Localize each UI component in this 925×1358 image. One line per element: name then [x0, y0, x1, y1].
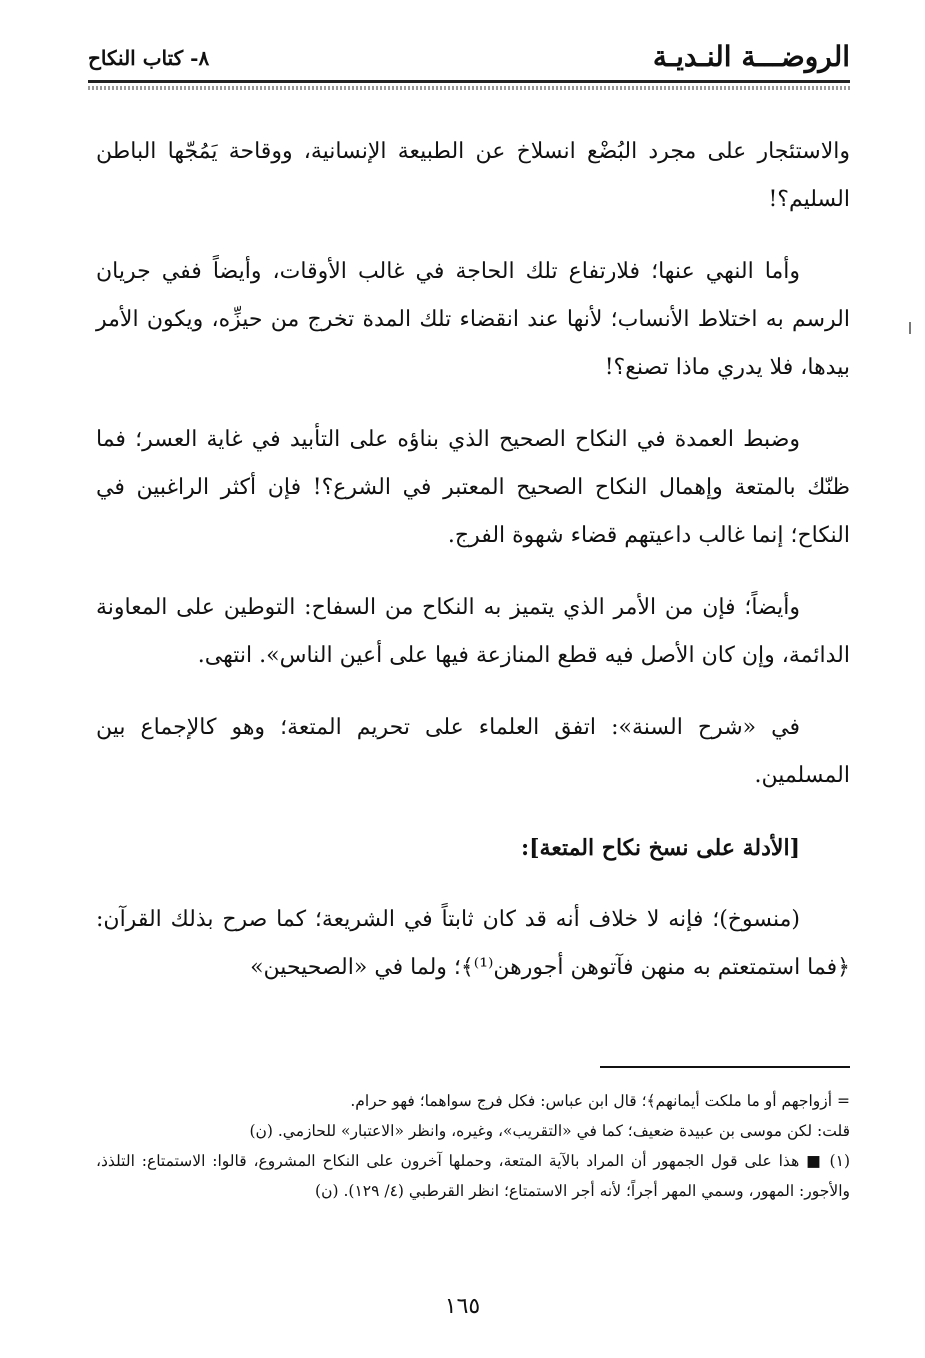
paragraph-5: في «شرح السنة»: اتفق العلماء على تحريم المتعة؛ وهو كالإجماع بين المسلمين. — [96, 715, 850, 788]
paragraph-1: والاستئجار على مجرد البُضْع انسلاخ عن الطبيعة الإنسانية، ووقاحة يَمُجّها الباطن السليم؟! — [96, 139, 850, 212]
footnotes — [96, 1086, 850, 1206]
paragraph-2: وأما النهي عنها؛ فلارتفاع تلك الحاجة في غالب الأوقات، وأيضاً ففي جريان الرسم به اختلاط الأنساب؛ لأنها عند انقضاء تلك المدة تخرج من حيزِّه، ويكون الأمر بيدها، فلا يدري ماذا تصنع؟! — [96, 259, 850, 380]
footnote-continuation: = أزواجهم أو ما ملكت أيمانهم﴾؛ قال ابن عباس: فكل فرج سواهما؛ فهو حرام. — [350, 1092, 850, 1110]
paragraph-4: وأيضاً؛ فإن من الأمر الذي يتميز به النكاح من السفاح: التوطين على المعاونة الدائمة، وإن كان الأصل فيه قطع المنازعة فيها على أعين الناس». انتهى. — [96, 595, 850, 668]
main-text — [96, 128, 850, 1016]
book-title: الروضـــة النـديـة — [652, 40, 850, 73]
page-number: ١٦٥ — [444, 1294, 481, 1319]
header-divider — [88, 80, 850, 83]
header-divider-dotted — [88, 86, 850, 90]
footnote-note: قلت: لكن موسى بن عبيدة ضعيف؛ كما في «التقريب»، وغيره، وانظر «الاعتبار» للحازمي. (ن) — [249, 1122, 850, 1140]
chapter-title: ٨- كتاب النكاح — [88, 46, 210, 70]
paragraph-6: (منسوخ)؛ فإنه لا خلاف أنه قد كان ثابتاً في الشريعة؛ كما صرح بذلك القرآن: ﴿فما استمتعتم به منهن فآتوهن أجورهن⁽¹⁾﴾؛ ولما في «الصحيحين» — [96, 907, 850, 980]
footnote-separator — [600, 1066, 850, 1068]
running-header — [88, 38, 850, 78]
footnote-1: (١) ■ هذا على قول الجمهور أن المراد بالآية المتعة، وحملها آخرون على النكاح المشروع، قالوا: الاستمتاع: التلذذ، والأجور: المهور، وسمي المهر أجراً؛ لأنه أجر الاستمتاع؛ انظر القرطبي (٤/ ١٢٩). (ن) — [96, 1152, 850, 1200]
section-heading: [الأدلة على نسخ نكاح المتعة]: — [521, 835, 800, 861]
paragraph-3: وضبط العمدة في النكاح الصحيح الذي بناؤه على التأبيد في غاية العسر؛ فما ظنّك بالمتعة وإهمال النكاح الصحيح المعتبر في الشرع؟! فإن أكثر الراغبين في النكاح؛ إنما غالب داعيتهم قضاء شهوة الفرج. — [96, 427, 850, 548]
margin-mark — [909, 322, 911, 334]
